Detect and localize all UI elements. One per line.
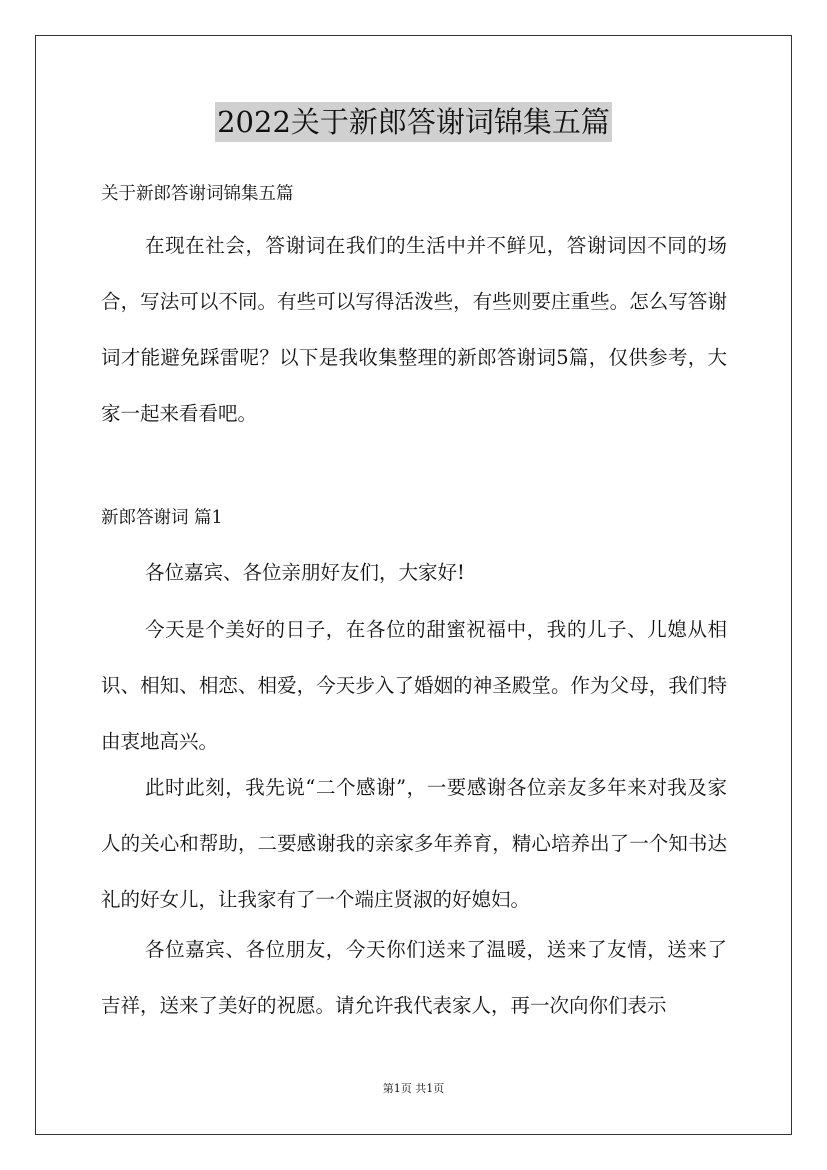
title-container <box>0 102 827 142</box>
body-paragraph-2: 今天是个美好的日子，在各位的甜蜜祝福中，我的儿子、儿媳从相识、相知、相恋、相爱，今天步入了婚姻的神圣殿堂。作为父母，我们特由衷地高兴。 <box>101 618 727 753</box>
document-title: 2022关于新郎答谢词锦集五篇 <box>215 102 612 142</box>
section-heading: 新郎答谢词 篇1 <box>101 508 223 528</box>
intro-paragraph: 在现在社会，答谢词在我们的生活中并不鲜见，答谢词因不同的场合，写法可以不同。有些可以写得活泼些，有些则要庄重些。怎么写答谢词才能避免踩雷呢？以下是我收集整理的新郎答谢词5篇，仅供参考，大家一起来看看吧。 <box>101 234 727 425</box>
page-footer: 第1页 共1页 <box>382 1082 445 1095</box>
body-paragraph-4: 各位嘉宾、各位朋友，今天你们送来了温暖，送来了友情，送来了吉祥，送来了美好的祝愿。请允许我代表家人，再一次向你们表示 <box>101 938 727 1017</box>
document-subtitle: 关于新郎答谢词锦集五篇 <box>101 184 294 204</box>
body-paragraph-3: 此时此刻，我先说“二个感谢”，一要感谢各位亲友多年来对我及家人的关心和帮助，二要感谢我的亲家多年养育，精心培养出了一个知书达礼的好女儿，让我家有了一个端庄贤淑的好媳妇。 <box>101 776 727 911</box>
body-paragraph-1: 各位嘉宾、各位亲朋好友们，大家好! <box>145 561 465 584</box>
